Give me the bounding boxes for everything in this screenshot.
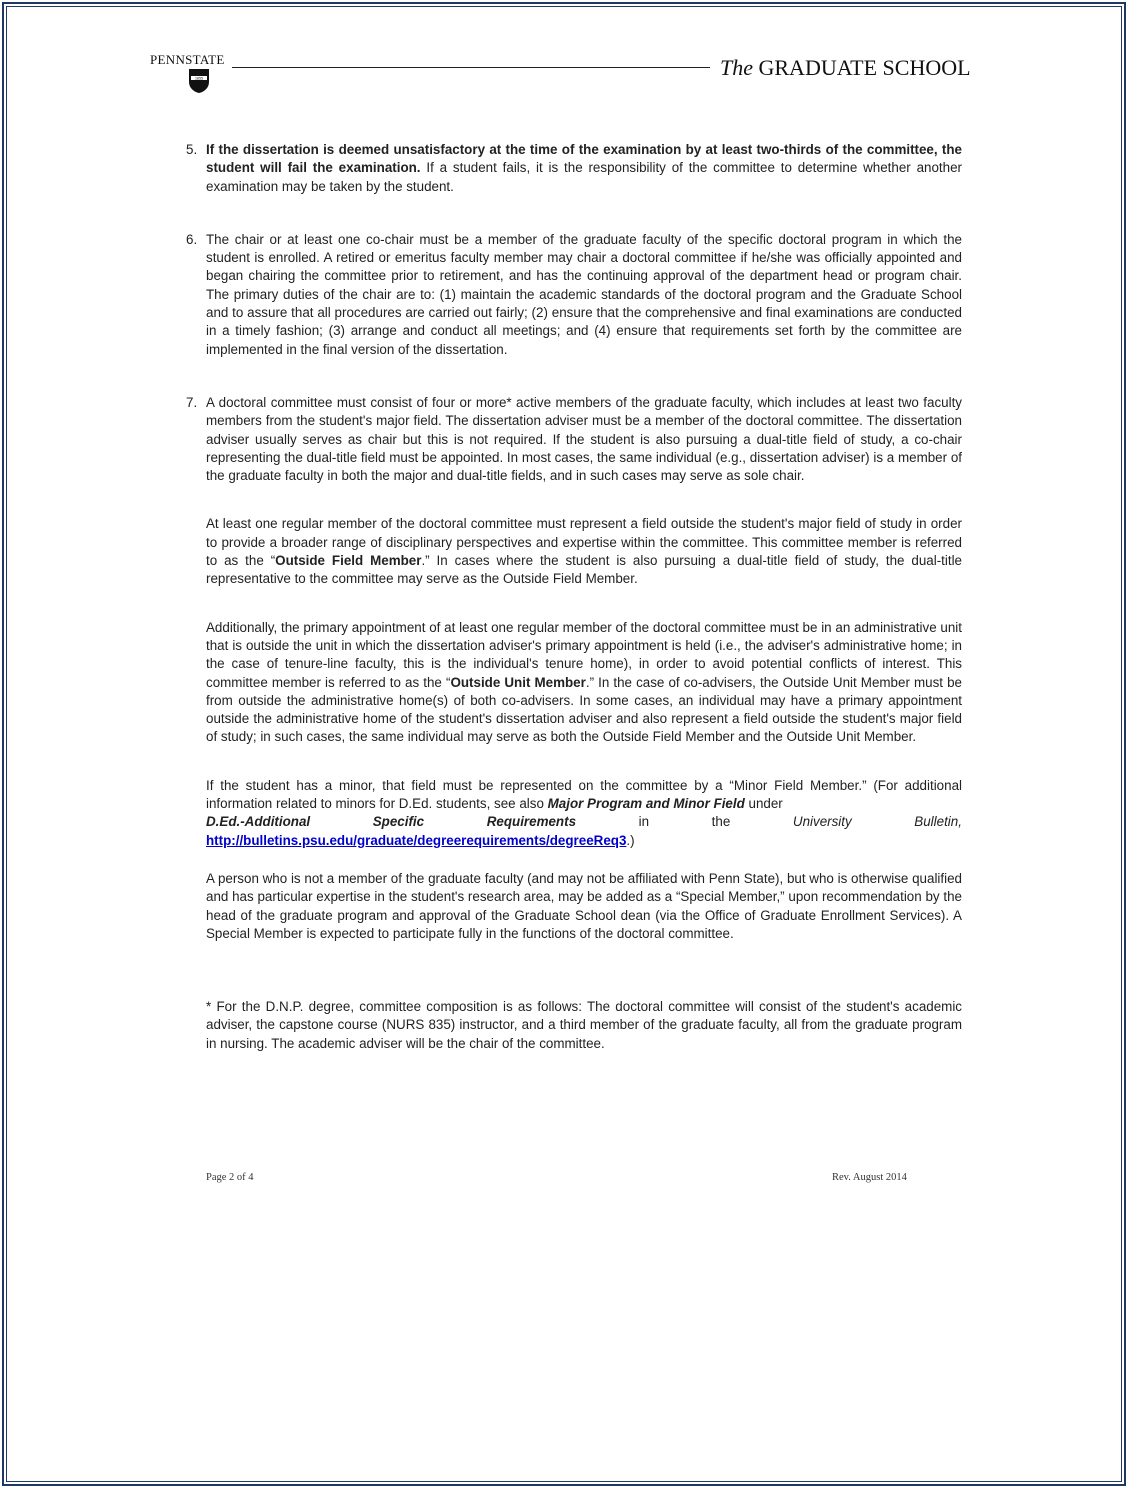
header-title-main: GRADUATE SCHOOL [758,55,971,80]
pennstate-logo [150,52,240,102]
outside-field-term: Outside Field Member [275,553,422,569]
minor-word-6: University [792,814,852,830]
minor-text-b: under [744,796,783,812]
minor-field-paragraph [186,777,962,850]
special-member-paragraph [186,870,962,943]
header-rule [232,67,710,68]
item-number: 6. [186,231,198,247]
minor-word-7: Bulletin, [914,814,962,830]
minor-bulletin-line [206,813,962,831]
minor-text-c: .) [626,832,635,848]
minor-program-title: Major Program and Minor Field [547,796,745,812]
outside-field-text-a: At least one regular member of the doctoral committee must represent a field outside the student's major field of study in order to provide a broader range of disciplinary perspectives and expertise within the committee. This committee member is referred to as the “ [206,516,962,569]
outside-unit-text-a: Additionally, the primary appointment of at least one regular member of the doctoral committee must be in an administrative unit that is outside the unit in which the dissertation adviser's primary appointment is held (i.e., the adviser's administrative home; in the case of tenure-line faculty, this is the individual's tenure home), in order to avoid potential conflicts of interest. This committee member is referred to as the “ [206,619,962,690]
item-number: 7. [186,394,198,410]
document-body [186,141,962,1053]
outside-field-paragraph [186,515,962,588]
special-member-text: A person who is not a member of the graduate faculty (and may not be affiliated with Penn State), but who is otherwise qualified and has particular expertise in the student's research area, may be added as a “Special Member,” upon recommendation by the head of the graduate program and approval of the Graduate School dean (via the Office of Graduate Enrollment Services). A Special Member is expected to participate fully in the functions of the doctoral committee. [206,870,962,941]
minor-text-a: If the student has a minor, that field must be represented on the committee by a “Minor Field Member.” (For additional information related to minors for D.Ed. students, see also [206,777,962,812]
header-title-prefix: The [720,55,753,80]
list-item-5 [186,141,962,196]
minor-word-2: Specific [372,814,425,830]
item-5-text: If a student fails, it is the responsibility of the committee to determine whether another examination may be taken by the student. [206,160,962,194]
shield-icon [188,68,210,94]
item-5-bold-text: If the dissertation is deemed unsatisfactory at the time of the examination by at least two-thirds of the committee, the student will fail the examination. [206,142,962,176]
logo-wordmark: PENNSTATE [150,52,225,67]
footnote-text: * For the D.N.P. degree, committee composition is as follows: The doctoral committee will consist of the student's academic adviser, the capstone course (NURS 835) instructor, and a third member of the graduate faculty, all from the graduate program in nursing. The academic adviser will be the chair of the committee. [206,999,962,1051]
minor-word-1: D.Ed.-Additional [206,814,311,830]
footnote-paragraph [186,998,962,1053]
outside-unit-text-b: .” In the case of co-advisers, the Outside Unit Member must be from outside the administrative home(s) of both co-advisers. In some cases, an individual may have a primary appointment outside the administrative home of the student's dissertation adviser and also represent a field outside the student's major field of study; in such cases, the same individual may serve as both the Outside Field Member and the Outside Unit Member. [206,674,963,745]
item-number: 5. [186,142,198,157]
bulletin-link[interactable]: http://bulletins.psu.edu/graduate/degreerequirements/degreeReq3 [206,832,627,848]
outside-unit-paragraph [186,619,962,747]
list-item-7 [186,394,962,485]
outside-field-text-b: .” In cases where the student is also pursuing a dual-title field of study, the dual-title representative to the committee may serve as the Outside Field Member. [206,553,962,587]
revision-date: Rev. August 2014 [832,1172,907,1183]
minor-word-5: the [711,814,731,830]
page-number: Page 2 of 4 [206,1172,254,1183]
item-7-text: A doctoral committee must consist of four or more* active members of the graduate faculty, which includes at least two faculty members from the student's major field. The dissertation adviser must be a member of the doctoral committee. The dissertation adviser usually serves as chair but this is not required. If the student is also pursuing a dual-title field of study, a co-chair representing the dual-title field must be appointed. In most cases, the same individual (e.g., dissertation adviser) is a member of the graduate faculty in both the major and dual-title fields, and in such cases may serve as sole chair. [206,394,962,484]
outside-unit-term: Outside Unit Member [450,674,586,690]
minor-word-3: Requirements [486,814,577,830]
header-title [720,55,971,81]
logo-year: 1855 [195,76,203,81]
list-item-6 [186,231,962,359]
minor-word-4: in [638,814,650,830]
item-6-text: The chair or at least one co-chair must be a member of the graduate faculty of the specific doctoral program in which the student is enrolled. A retired or emeritus faculty member may chair a doctoral committee if he/she was officially appointed and began chairing the committee prior to retirement, and has the continuing approval of the department head or program chair. The primary duties of the chair are to: (1) maintain the academic standards of the doctoral program and the Graduate School and to assure that all procedures are carried out fairly; (2) ensure that the comprehensive and final examinations are conducted in a timely fashion; (3) arrange and conduct all meetings; and (4) ensure that requirements set forth by the committee are implemented in the final version of the dissertation. [206,231,962,357]
